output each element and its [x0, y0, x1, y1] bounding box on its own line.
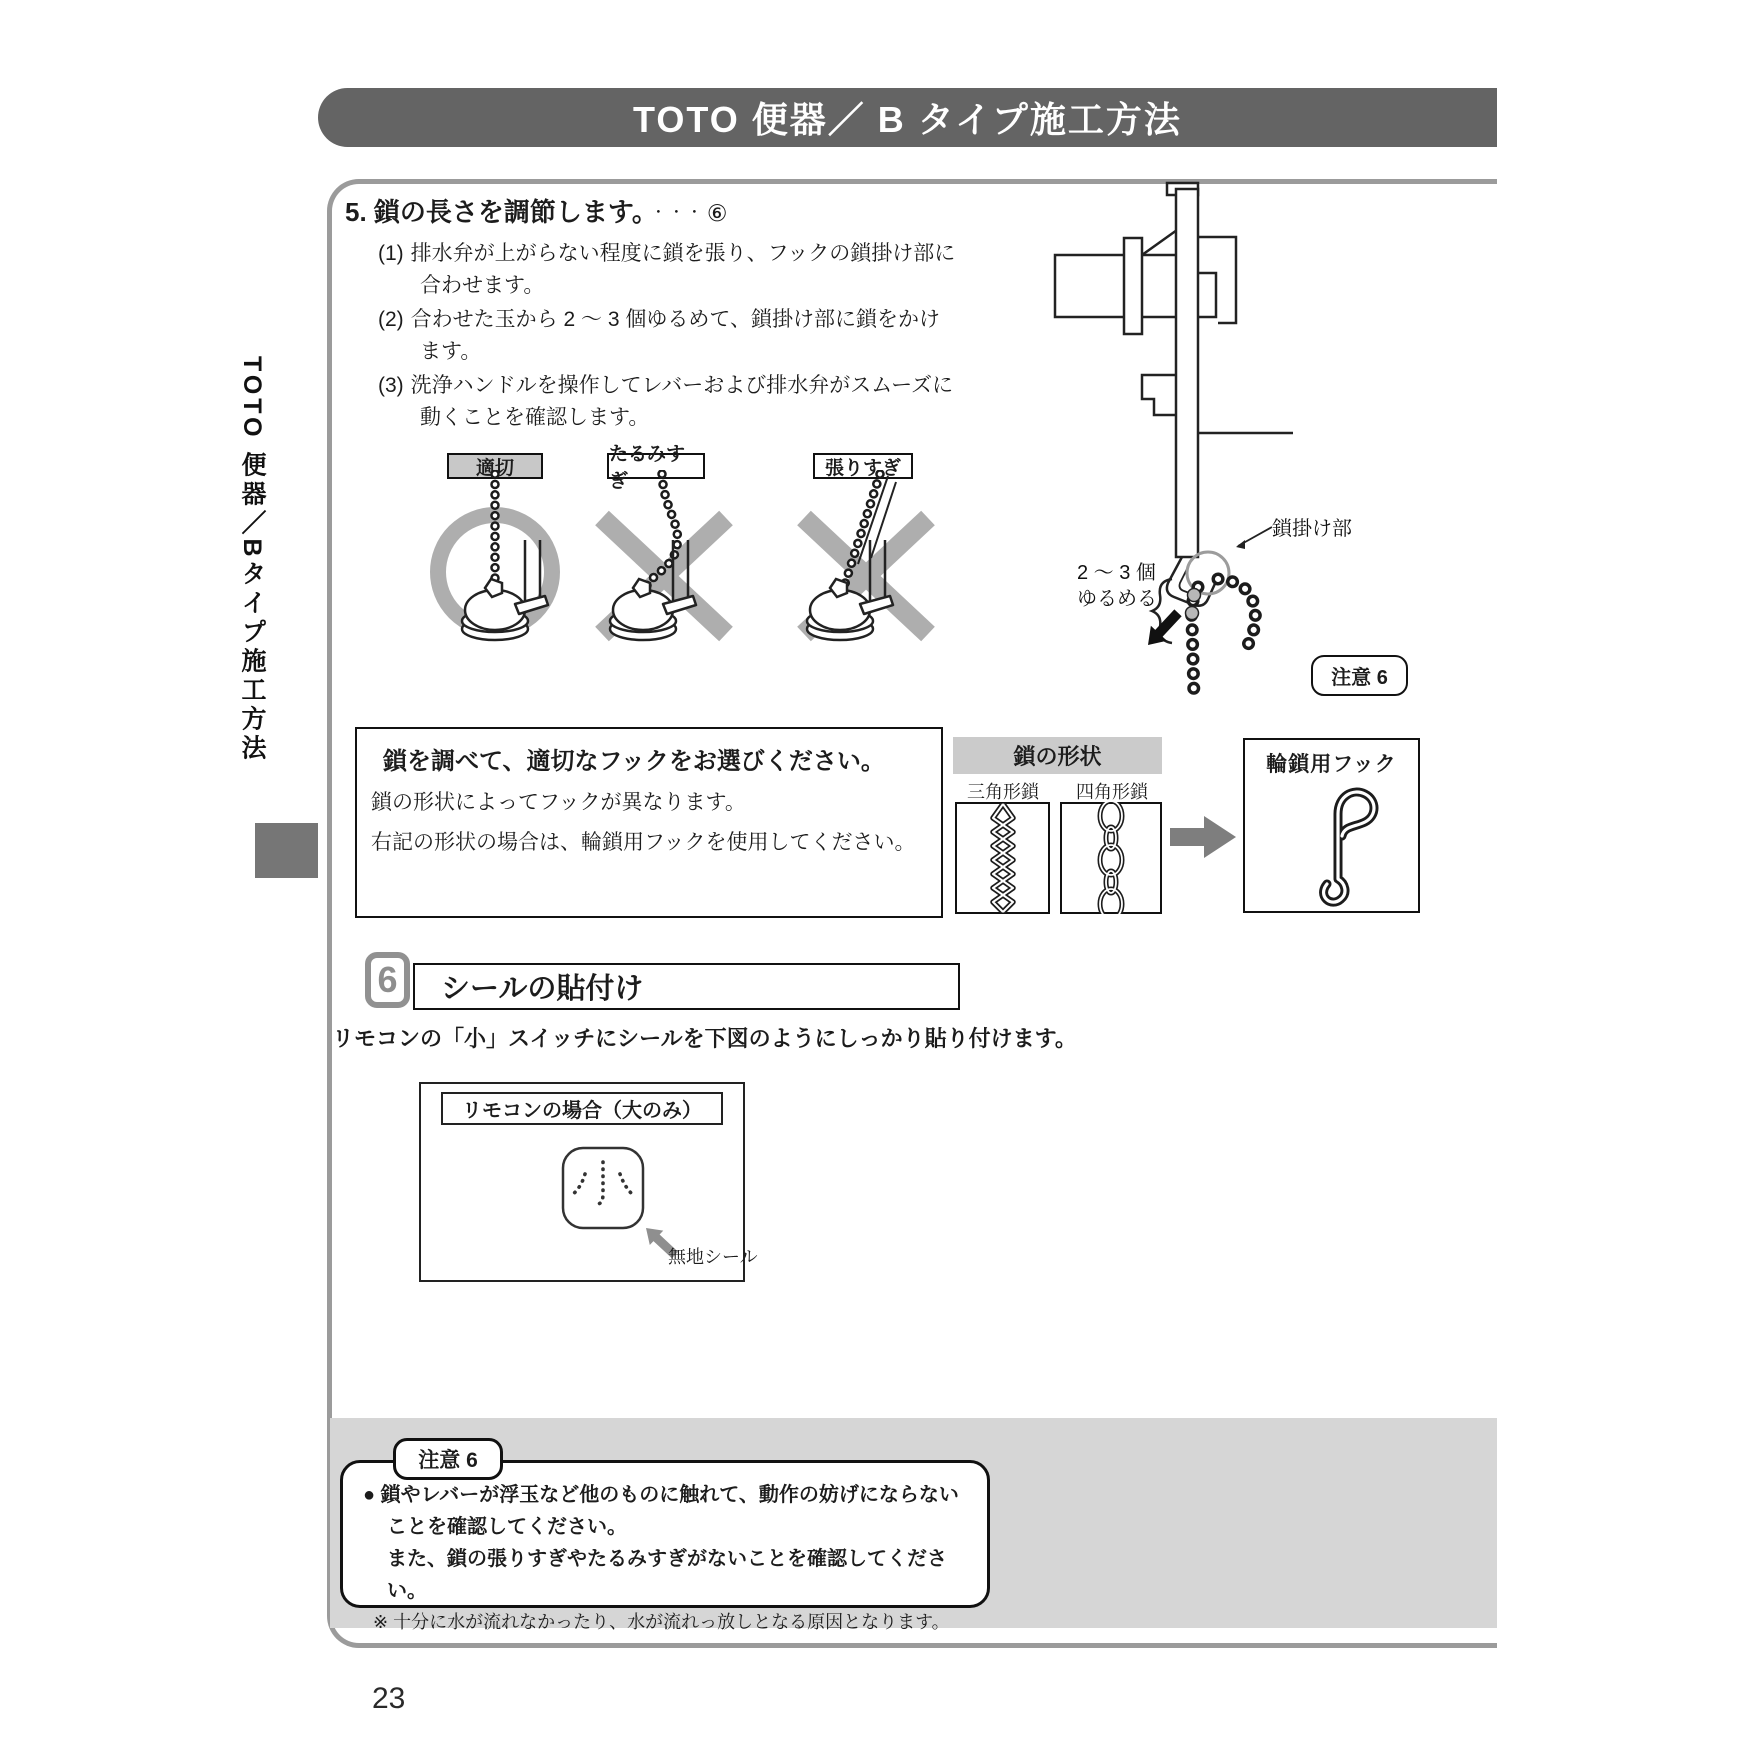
page-title: TOTO 便器／ B タイプ施工方法: [633, 99, 1182, 140]
remote-button-diagram: [540, 1130, 770, 1300]
hook-selection-box: [355, 727, 943, 918]
step-text: 合わせた玉から 2 ～ 3 個ゆるめて、鎖掛け部に鎖をかけ: [410, 308, 940, 331]
diagram-ok: [438, 474, 552, 640]
label-too-slack: たるみすぎ: [607, 453, 705, 479]
step-text-cont: ます。: [420, 340, 482, 363]
step-text: 洗浄ハンドルを操作してレバーおよび排水弁がスムーズに: [410, 374, 954, 397]
step-3: [378, 370, 978, 434]
diagram-too-tight: [804, 474, 928, 640]
section5-title-text: 5. 鎖の長さを調節します。: [345, 197, 645, 227]
loosened-bead: [1188, 589, 1201, 602]
ring-chain-hook-title: 輪鎖用フック: [1266, 753, 1397, 776]
side-vertical-title: TOTO 便器／Bタイプ施工方法: [238, 356, 266, 764]
chain-triangle-label: 三角形鎖: [967, 782, 1039, 802]
step-text-cont: 動くことを確認します。: [420, 406, 650, 429]
label-ok: 適切: [447, 453, 543, 479]
page-number: 23: [372, 1682, 406, 1715]
square-chain-icon: [1060, 802, 1162, 914]
hook-selection-line2: 右記の形状の場合は、輪鎖用フックを使用してください。: [371, 831, 916, 854]
hook-part-label: 鎖掛け部: [1272, 518, 1352, 540]
loosen-label-line1: 2 ～ 3 個: [1077, 562, 1156, 584]
note6-line3: また、鎖の張りすぎやたるみすぎがないことを確認してください。: [387, 1548, 947, 1602]
side-index-tab: [255, 823, 318, 878]
step-1: [378, 238, 978, 302]
section5-title: [345, 192, 727, 229]
note6-line2: ことを確認してください。: [387, 1516, 627, 1538]
step-2: [378, 304, 978, 368]
gray-right-arrow-icon: [1170, 808, 1240, 866]
step-number: (3): [378, 374, 404, 397]
hook-selection-line1: 鎖の形状によってフックが異なります。: [371, 791, 746, 814]
step-number: (2): [378, 308, 404, 331]
diagram-too-slack: [602, 474, 726, 640]
note6-line1: ● 鎖やレバーが浮玉など他のものに触れて、動作の妨げにならない: [363, 1484, 959, 1506]
title-dots: ・・・: [650, 204, 705, 221]
step-number: (1): [378, 242, 404, 265]
note6-tab: 注意 6: [393, 1438, 503, 1480]
remote-diagram-title: リモコンの場合（大のみ）: [441, 1092, 723, 1125]
small-flush-button: [563, 1148, 643, 1228]
header-bar: [318, 88, 1497, 147]
leader-arrowhead: [1236, 540, 1245, 549]
chain-condition-diagrams: [390, 470, 960, 675]
triangle-chain-icon: [955, 802, 1050, 914]
plain-seal-label: 無地シール: [668, 1247, 758, 1267]
step-text: 排水弁が上がらない程度に鎖を張り、フックの鎖掛け部に: [410, 242, 956, 265]
step-text-cont: 合わせます。: [420, 274, 545, 297]
loosened-bead: [1186, 607, 1199, 620]
section6-number-badge: 6: [365, 952, 410, 1008]
black-arrow-icon: [1140, 605, 1186, 652]
circled-6-ref: ⑥: [706, 200, 728, 226]
label-too-tight: 張りすぎ: [813, 453, 913, 479]
loosen-label-line2: ゆるめる: [1077, 588, 1157, 610]
note6-box: [340, 1460, 990, 1632]
hook-selection-title: 鎖を調べて、適切なフックをお選びください。: [383, 748, 885, 775]
section6-title-box: シールの貼付け: [413, 963, 960, 1010]
tank-lever-diagram: [1020, 175, 1460, 705]
chain-shape-header: 鎖の形状: [953, 737, 1162, 774]
chain-square-label: 四角形鎖: [1076, 782, 1148, 802]
note6-line4: ※ 十分に水が流れなかったり、水が流れっ放しとなる原因となります。: [373, 1612, 950, 1632]
note6-reference-badge: 注意 6: [1311, 655, 1408, 696]
ring-chain-hook-icon: [1243, 772, 1420, 912]
section6-body-text: リモコンの「小」スイッチにシールを下図のようにしっかり貼り付けます。: [332, 1026, 1077, 1051]
